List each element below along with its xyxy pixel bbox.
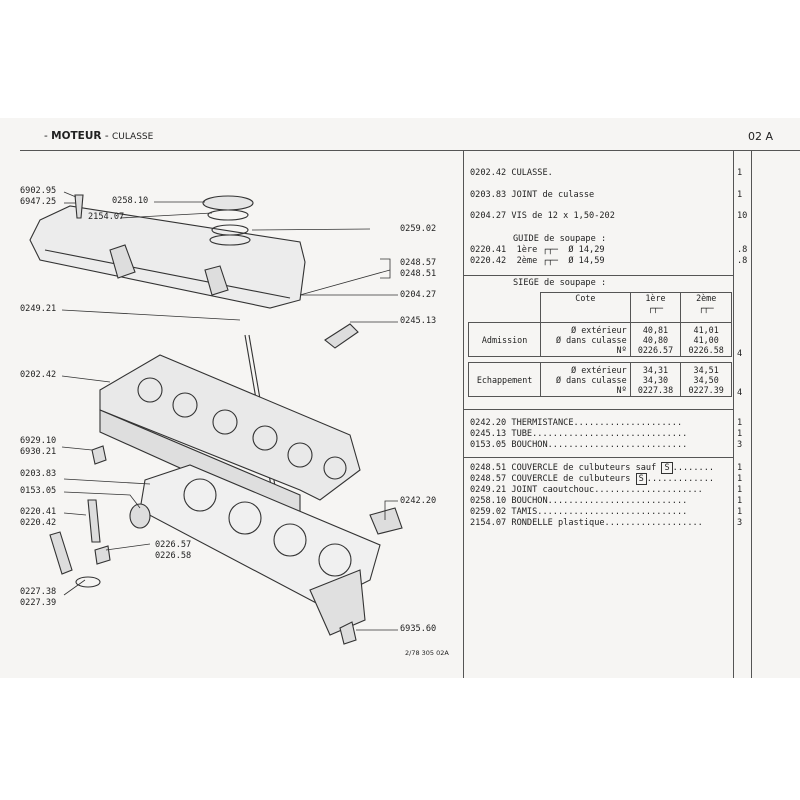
siege-title: SIEGE de soupape :: [513, 278, 607, 288]
callout-label: 0226.58: [155, 551, 192, 561]
variant-badge: S: [661, 462, 672, 474]
callout-label: 6929.10: [20, 436, 57, 446]
callout-label: 0203.83: [20, 469, 57, 479]
part-row: 0153.05 BOUCHON...........................: [470, 440, 688, 450]
part-qty: 4: [737, 388, 743, 398]
divider-qty-right: [751, 150, 752, 678]
part-qty: 3: [737, 440, 743, 450]
part-row: 0220.41 1ère ┌┬─ Ø 14,29: [470, 245, 605, 255]
guide-title: GUIDE de soupape :: [513, 234, 607, 244]
callout-label: 6930.21: [20, 447, 57, 457]
table-row: Admission Ø extérieur Ø dans culasse Nº 40,81 40,80 0226.57 41,01 41,00 0226.58: [469, 323, 732, 357]
part-row: 0259.02 TAMIS.............................: [470, 507, 688, 517]
table-row: Echappement Ø extérieur Ø dans culasse Nº 34,31 34,30 0227.38 34,51 34,50 0227.39: [469, 363, 732, 397]
part-qty: 1: [737, 190, 743, 200]
callout-label: 6902.95: [20, 186, 57, 196]
scan-top-margin: [0, 0, 800, 118]
part-qty: 1: [737, 418, 743, 428]
valve-seat-table: [468, 292, 732, 397]
callout-label: 0258.10: [112, 196, 149, 206]
callout-label: 6935.60: [400, 624, 437, 634]
callout-label: 0204.27: [400, 290, 437, 300]
page-code: 02 A: [748, 130, 774, 143]
callout-label: 0226.57: [155, 540, 192, 550]
callout-label: 0259.02: [400, 224, 437, 234]
part-row: 0220.42 2ème ┌┬─ Ø 14,59: [470, 256, 605, 266]
callout-label: 0227.38: [20, 587, 57, 597]
callout-label: 0242.20: [400, 496, 437, 506]
callout-label: 0245.13: [400, 316, 437, 326]
callout-label: 6947.25: [20, 197, 57, 207]
section-rule: [463, 275, 733, 276]
callout-label: 0248.51: [400, 269, 437, 279]
part-row: 0258.10 BOUCHON...........................: [470, 496, 688, 506]
col-header-first: 1ère ┌┬─: [630, 293, 681, 323]
callout-label: 0220.42: [20, 518, 57, 528]
callout-label: 0153.05: [20, 486, 57, 496]
part-qty: 1: [737, 474, 743, 484]
col-header-second: 2ème ┌┬─: [681, 293, 732, 323]
section-rule: [463, 457, 733, 458]
variant-badge: S: [636, 473, 647, 485]
scan-bottom-margin: [0, 678, 800, 800]
part-qty: 10: [737, 211, 748, 221]
page-title: - MOTEUR - CULASSE: [44, 130, 154, 142]
exploded-diagram: [0, 150, 460, 680]
part-qty: 1: [737, 496, 743, 506]
divider-diagram: [463, 150, 464, 678]
part-qty: 1: [737, 507, 743, 517]
part-row: 0202.42 CULASSE.: [470, 168, 553, 178]
callout-label: 0202.42: [20, 370, 57, 380]
callout-label: 2154.07: [88, 212, 125, 222]
part-qty: 1: [737, 429, 743, 439]
divider-qty-left: [733, 150, 734, 678]
callout-label: 0249.21: [20, 304, 57, 314]
part-row: 0204.27 VIS de 12 x 1,50-202: [470, 211, 615, 221]
part-qty: 1: [737, 485, 743, 495]
part-row: 0248.51 COUVERCLE de culbuteurs sauf S ........: [470, 463, 715, 473]
callout-label: 0220.41: [20, 507, 57, 517]
part-qty: 3: [737, 518, 743, 528]
part-row: 0203.83 JOINT de culasse: [470, 190, 595, 200]
part-row: 2154.07 RONDELLE plastique...................: [470, 518, 703, 528]
callout-label: 0227.39: [20, 598, 57, 608]
part-qty: 1: [737, 168, 743, 178]
part-row: 0242.20 THERMISTANCE.....................: [470, 418, 683, 428]
diagram-reference: 2/78 305 02A: [405, 649, 449, 657]
part-qty: 4: [737, 349, 743, 359]
col-header-cote: Cote: [541, 293, 631, 323]
part-row: 0249.21 JOINT caoutchouc.....................: [470, 485, 703, 495]
part-qty: 1: [737, 463, 743, 473]
part-row: 0248.57 COUVERCLE de culbuteurs S .............: [470, 474, 715, 484]
part-qty: .8: [737, 245, 748, 255]
part-row: 0245.13 TUBE..............................: [470, 429, 688, 439]
part-qty: .8: [737, 256, 748, 266]
section-rule: [463, 409, 733, 410]
callout-label: 0248.57: [400, 258, 437, 268]
